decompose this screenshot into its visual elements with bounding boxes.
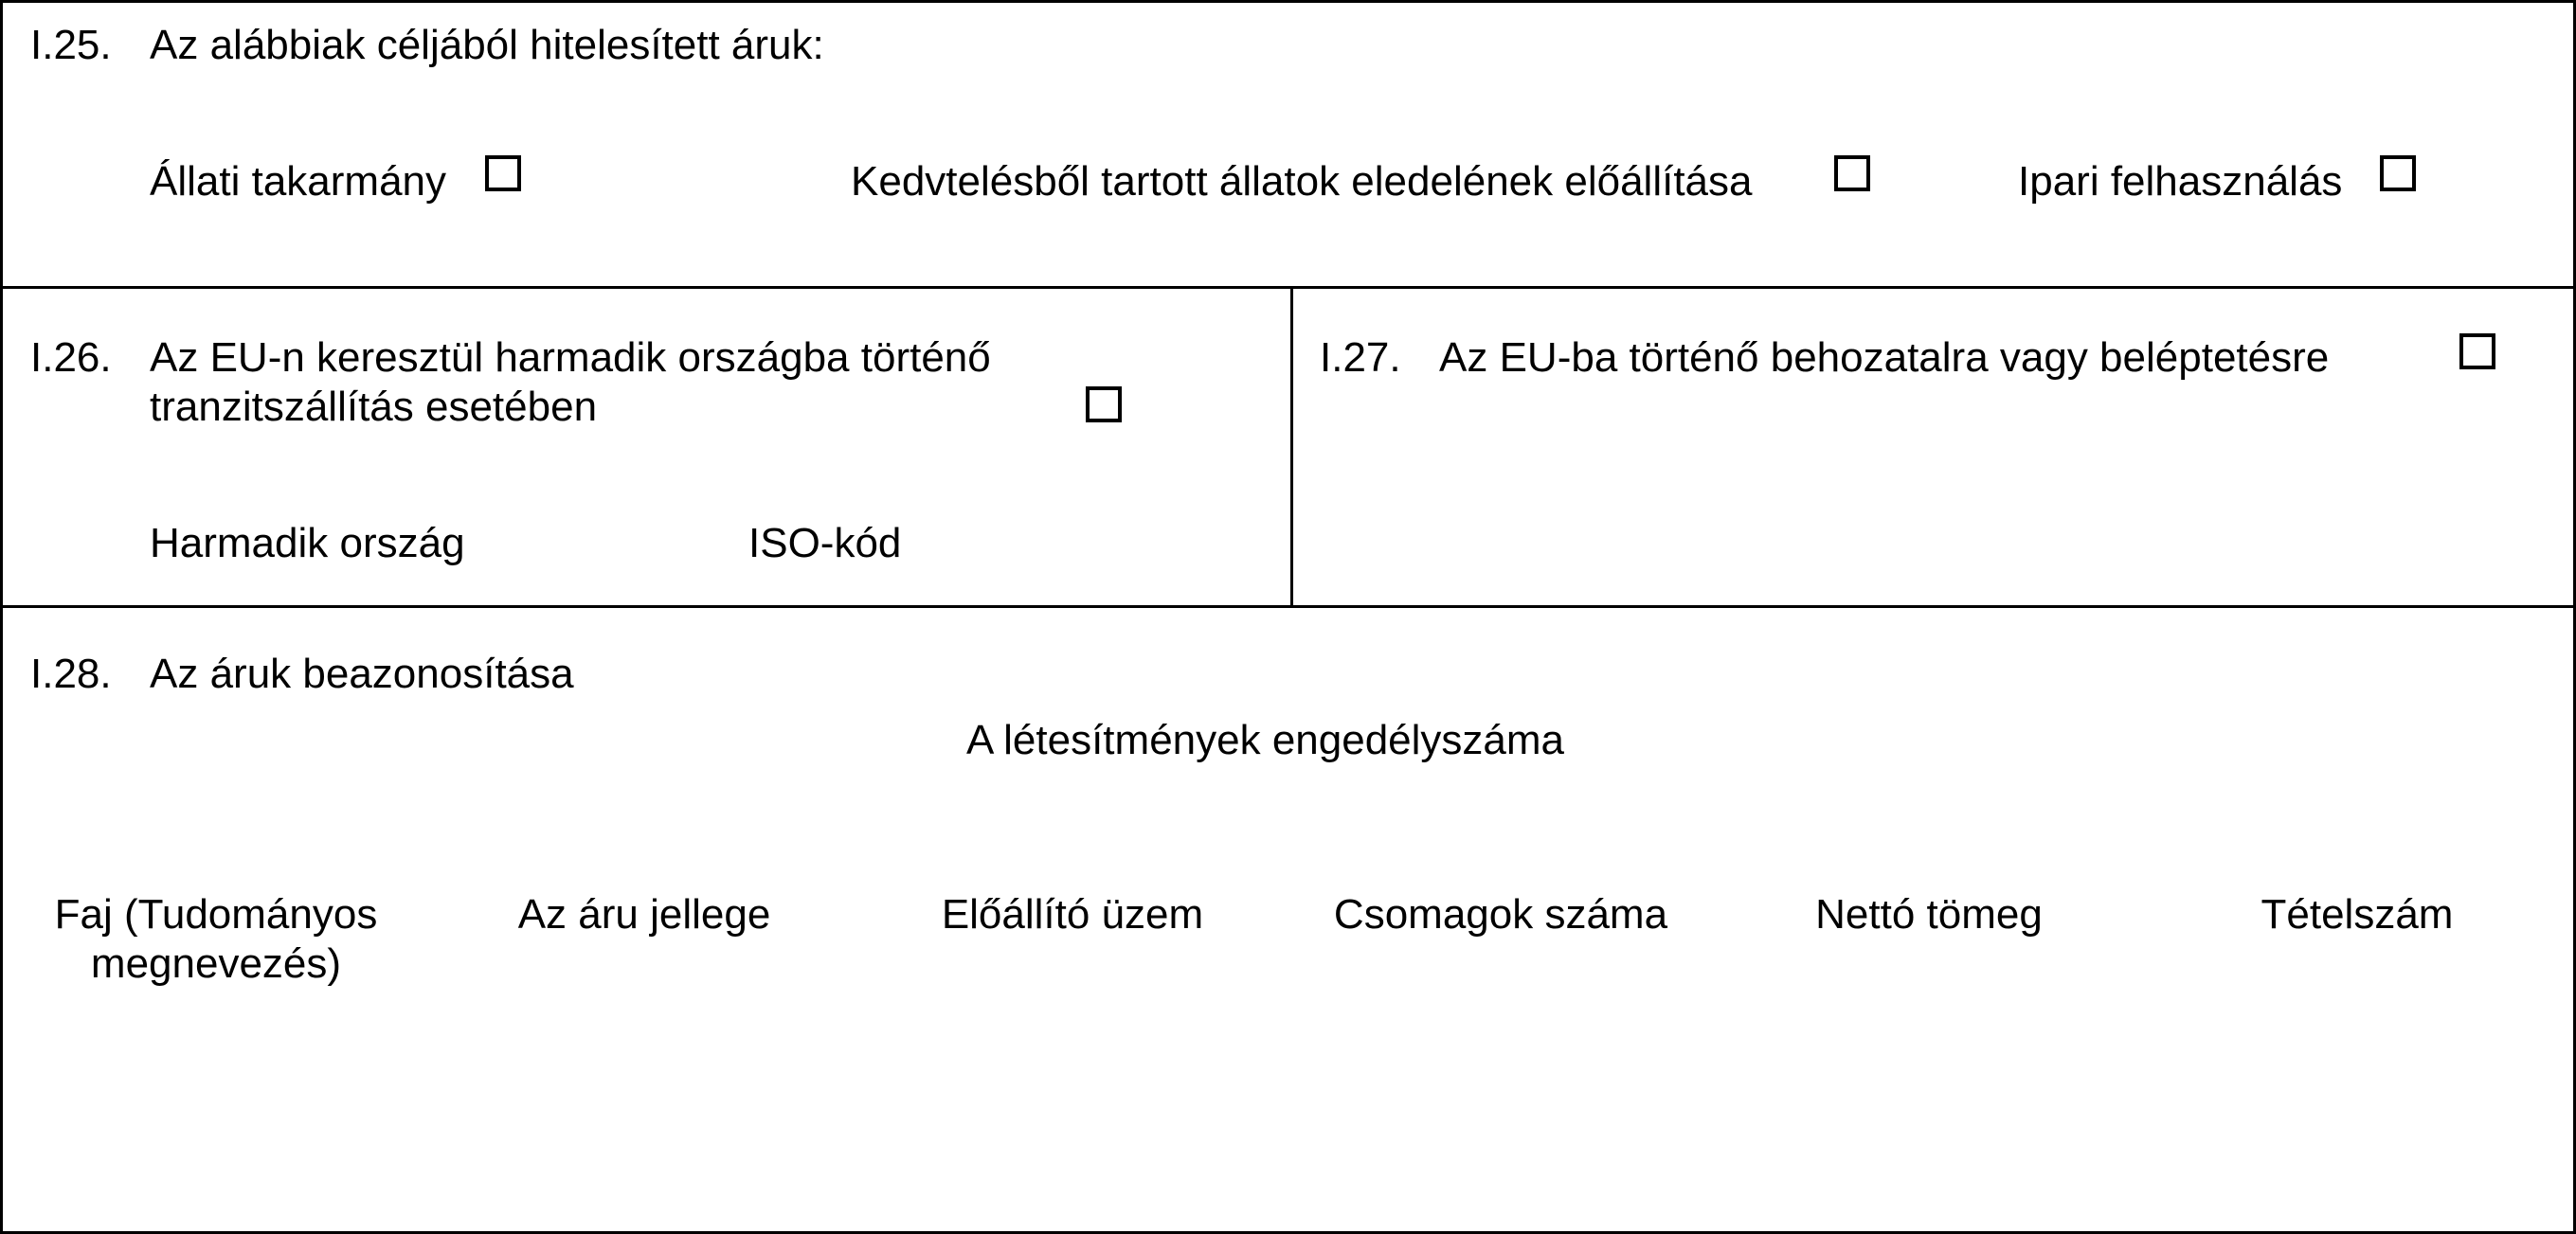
section-number-i25: I.25. xyxy=(30,22,112,68)
section-title-i25: Az alábbiak céljából hitelesített áruk: xyxy=(150,22,824,68)
border-top xyxy=(0,0,2576,3)
column-header-species-line2: megnevezés) xyxy=(90,940,342,987)
column-header-species-line1: Faj (Tudományos xyxy=(54,891,378,938)
section-number-i26: I.26. xyxy=(30,334,112,381)
column-header-number-of-packages-text: Csomagok száma xyxy=(1333,891,1668,938)
column-header-species xyxy=(27,890,405,989)
divider-column xyxy=(1290,286,1293,607)
checkbox-icon[interactable] xyxy=(2459,333,2495,369)
section-title-i26-line1: Az EU-n keresztül harmadik országba történő xyxy=(150,334,991,381)
establishment-approval-header: A létesítmények engedélyszáma xyxy=(966,717,1565,763)
section-title-i26-line2: tranzitszállítás esetében xyxy=(150,384,598,430)
column-header-nature-of-commodity-text: Az áru jellege xyxy=(517,891,771,938)
column-header-nature-of-commodity xyxy=(455,890,834,939)
divider-row-2 xyxy=(0,605,2576,608)
column-header-number-of-packages xyxy=(1311,890,1690,939)
checkbox-icon[interactable] xyxy=(485,155,521,191)
checkbox-icon[interactable] xyxy=(1834,155,1870,191)
section-number-i27: I.27. xyxy=(1320,334,1401,381)
section-number-i28: I.28. xyxy=(30,651,112,697)
column-header-net-weight xyxy=(1739,890,2118,939)
option-label-animal-feed: Állati takarmány xyxy=(150,158,447,205)
option-label-pet-food: Kedvtelésből tartott állatok eledelének előállítása xyxy=(851,158,1753,205)
checkbox-icon[interactable] xyxy=(2380,155,2416,191)
third-country-label: Harmadik ország xyxy=(150,520,465,566)
iso-code-label: ISO-kód xyxy=(748,520,902,566)
column-header-manufacturing-plant xyxy=(883,890,1262,939)
option-label-industrial-use: Ipari felhasználás xyxy=(2018,158,2343,205)
column-header-net-weight-text: Nettó tömeg xyxy=(1815,891,2043,938)
checkbox-icon[interactable] xyxy=(1086,386,1122,422)
section-title-i27: Az EU-ba történő behozatalra vagy beléptetésre xyxy=(1439,334,2330,381)
column-header-batch-number-text: Tételszám xyxy=(2261,891,2454,938)
column-header-batch-number xyxy=(2168,890,2547,939)
border-left xyxy=(0,0,3,1234)
divider-row-1 xyxy=(0,286,2576,289)
section-title-i28: Az áruk beazonosítása xyxy=(150,651,574,697)
column-header-manufacturing-plant-text: Előállító üzem xyxy=(941,891,1204,938)
